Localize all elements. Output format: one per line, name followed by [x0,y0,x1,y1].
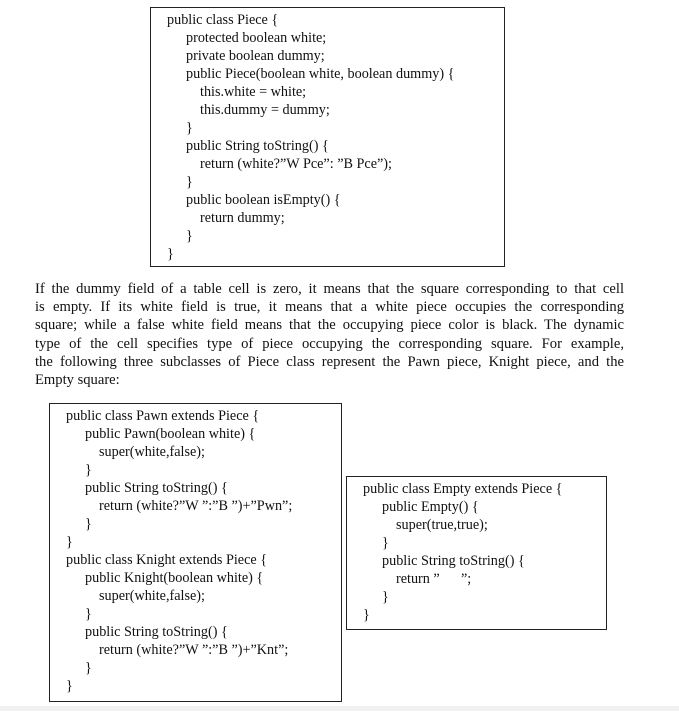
code-line: public String toString() { [382,553,525,569]
code-line: } [186,120,193,136]
code-line: public class Piece { [167,12,279,28]
code-line: } [186,228,193,244]
code-line: public Pawn(boolean white) { [85,426,256,442]
paragraph-line: If the dummy field of a table cell is zero, it means that the square corresponding to that cell [35,281,624,297]
code-line: return (white?”W ”:”B ”)+”Pwn”; [99,498,293,514]
code-line: return (white?”W Pce”: ”B Pce”); [200,156,392,172]
code-line: super(white,false); [99,588,205,604]
code-line: return (white?”W ”:”B ”)+”Knt”; [99,642,289,658]
code-line: } [85,516,92,532]
code-line: super(true,true); [396,517,488,533]
code-line: public Knight(boolean white) { [85,570,264,586]
paragraph-line: the following three subclasses of Piece class represent the Pawn piece, Knight piece, and the [35,353,624,370]
code-line: } [85,606,92,622]
code-line: public String toString() { [85,624,228,640]
paragraph-line: is empty. If its white field is true, it means that a white piece occupies the corresponding [35,299,624,316]
code-line: public boolean isEmpty() { [186,192,341,208]
code-line: } [85,462,92,478]
code-line: private boolean dummy; [186,48,325,64]
code-line: public Piece(boolean white, boolean dummy) { [186,66,455,82]
code-line: this.white = white; [200,84,307,100]
paragraph-line: type of the cell specifies type of piece occupying the corresponding square. For example, [35,335,624,352]
code-line: } [382,589,389,605]
code-line: public class Knight extends Piece { [66,552,268,568]
code-line: } [66,534,73,550]
code-line: public String toString() { [85,480,228,496]
code-line: } [363,607,370,623]
code-line: } [167,246,174,262]
piece-class-code-box [150,7,505,267]
code-line: public String toString() { [186,138,329,154]
explanation-paragraph [35,280,624,389]
code-line: } [186,174,193,190]
empty-class-code-box [346,476,607,630]
code-line: this.dummy = dummy; [200,102,330,118]
code-line: public class Pawn extends Piece { [66,408,260,424]
paragraph-line: square; while a false white field means that the occupying piece color is black. The dynamic [35,317,624,334]
code-line: return dummy; [200,210,285,226]
page-bottom-edge [0,706,679,711]
code-line: protected boolean white; [186,30,327,46]
code-line: super(white,false); [99,444,205,460]
code-line: } [382,535,389,551]
code-line: public class Empty extends Piece { [363,481,563,497]
code-line: } [66,678,73,694]
code-line: return ” ”; [396,571,472,587]
pawn-knight-code-box [49,403,342,702]
code-line: public Empty() { [382,499,479,515]
paragraph-line: Empty square: [35,371,120,388]
code-line: } [85,660,92,676]
